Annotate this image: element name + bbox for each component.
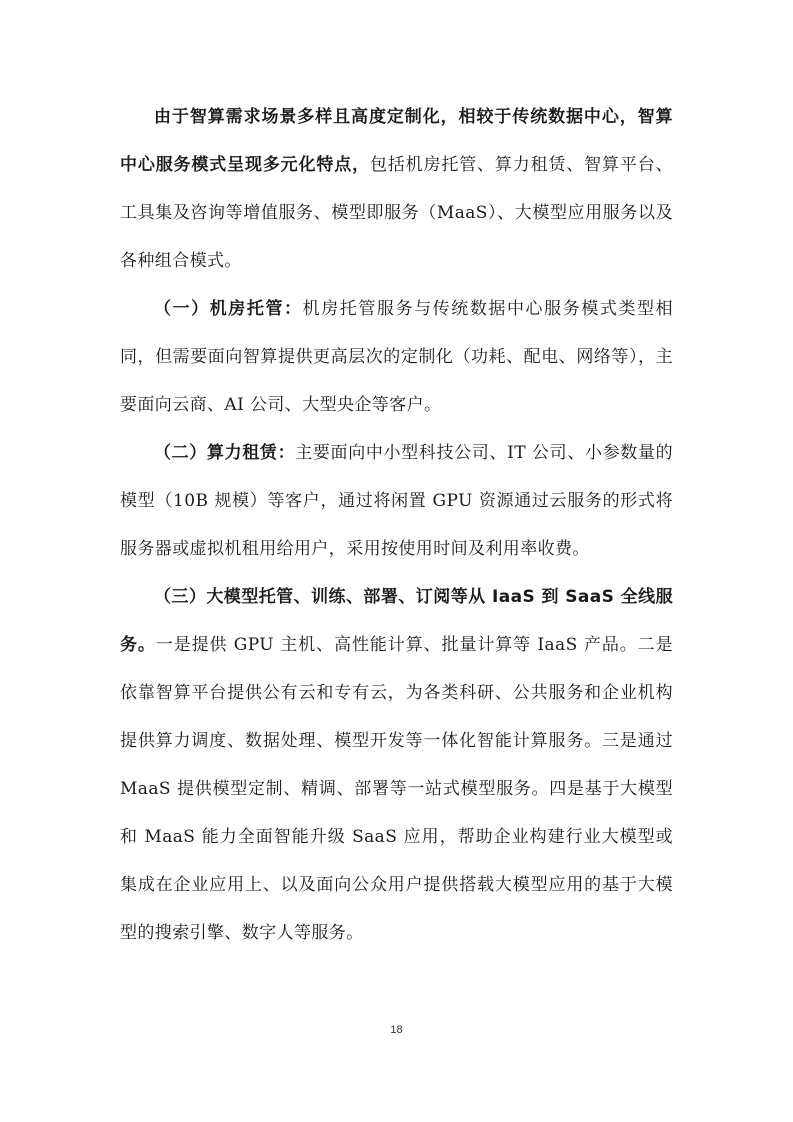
paragraph-full-stack-services (120, 573, 673, 957)
paragraph-colocation (120, 285, 673, 429)
paragraph-intro-text: 包括机房托管、算力租赁、智算平台、工具集及咨询等增值服务、模型即服务（MaaS）、大模型应用服务以及各种组合模式。 (120, 155, 673, 271)
paragraph-intro-lead: 由于智算需求场景多样且高度定制化，相较于传统数据中心，智算中心服务模式呈现多元化特点， (120, 107, 673, 175)
paragraph-full-stack-services-lead: （三）大模型托管、训练、部署、订阅等从 IaaS 到 SaaS 全线服务。 (120, 587, 673, 655)
paragraph-colocation-text: 机房托管服务与传统数据中心服务模式类型相同，但需要面向智算提供更高层次的定制化（功耗、配电、网络等），主要面向云商、AI 公司、大型央企等客户。 (120, 299, 673, 415)
paragraph-colocation-lead: （一）机房托管： (154, 299, 303, 319)
paragraph-intro (120, 93, 673, 285)
paragraph-full-stack-services-text: 一是提供 GPU 主机、高性能计算、批量计算等 IaaS 产品。二是依靠智算平台提供公有云和专有云，为各类科研、公共服务和企业机构提供算力调度、数据处理、模型开发等一体化智能计算服务。三是通过 MaaS 提供模型定制、精调、部署等一站式模型服务。四是基于大模型和 MaaS 能力全面智能升级 SaaS 应用，帮助企业构建行业大模型或集成在企业应用上、以及面向公众用户提供搭载大模型应用的基于大模型的搜索引擎、数字人等服务。 (120, 635, 673, 943)
paragraph-compute-leasing-lead: （二）算力租赁： (154, 443, 296, 463)
page-number: 18 (390, 1024, 403, 1036)
paragraph-compute-leasing-text: 主要面向中小型科技公司、IT 公司、小参数量的模型（10B 规模）等客户，通过将闲置 GPU 资源通过云服务的形式将服务器或虚拟机租用给用户，采用按使用时间及利用率收费。 (120, 443, 673, 559)
document-body (120, 93, 673, 957)
paragraph-compute-leasing (120, 429, 673, 573)
